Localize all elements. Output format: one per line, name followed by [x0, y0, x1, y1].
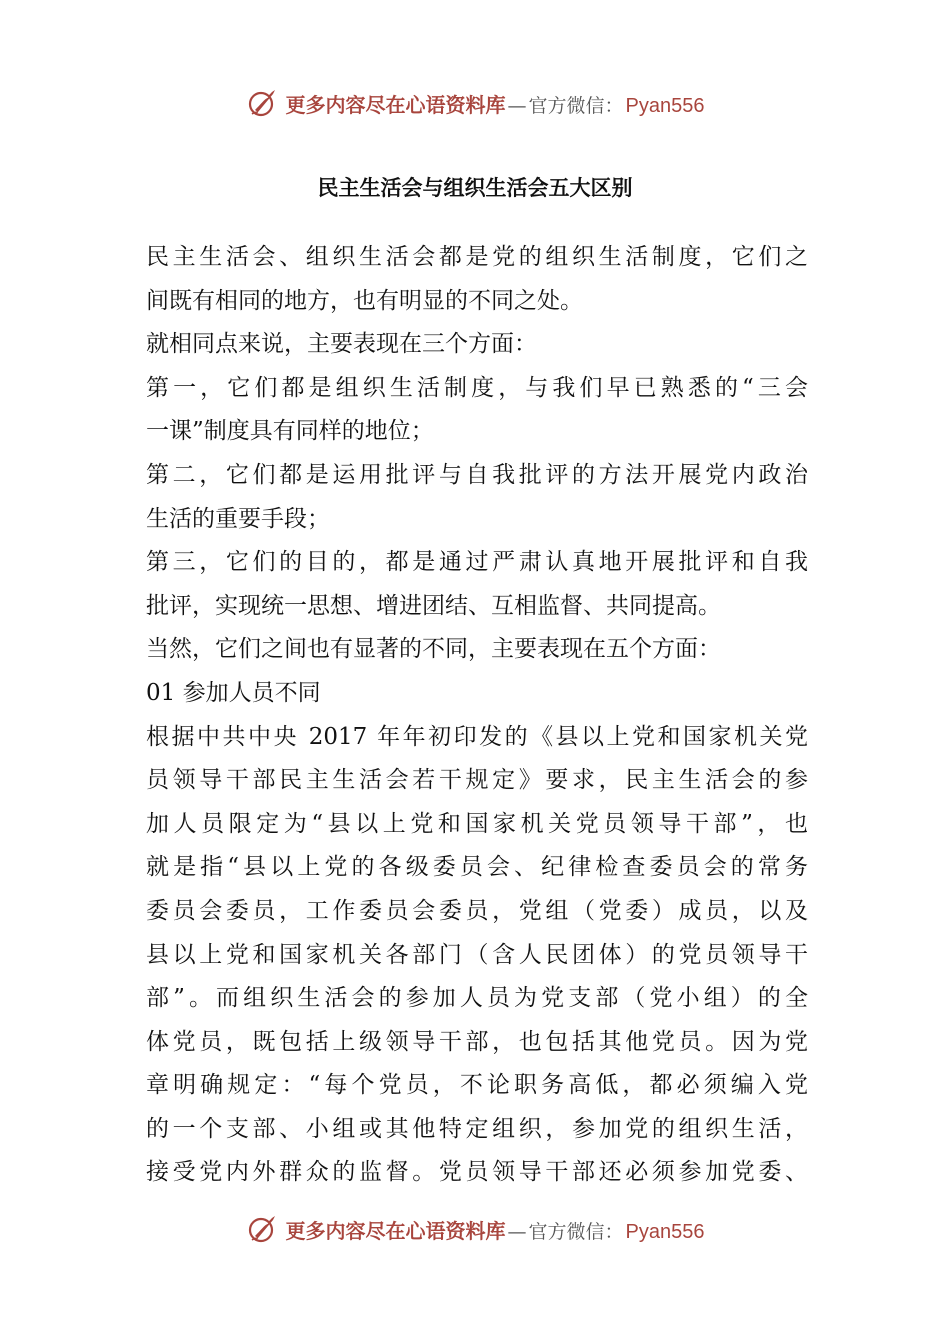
header-separator: —	[507, 94, 527, 117]
body-line: 第三，它们的目的，都是通过严肃认真地开展批评和自我	[146, 549, 808, 576]
header-official-label: 官方微信：	[528, 94, 624, 117]
body-line: 就相同点来说，主要表现在三个方面：	[146, 331, 537, 358]
body-line: 生活的重要手段；	[146, 505, 330, 532]
footer-brand-text: 更多内容尽在心语资料库	[285, 1218, 506, 1243]
body-line: 根据中共中央 2017 年年初印发的《县以上党和国家机关党	[146, 723, 808, 750]
body-line: 间既有相同的地方，也有明显的不同之处。	[146, 287, 583, 314]
section-heading: 01 参加人员不同	[146, 679, 321, 706]
footer-wechat-id: Pyan556	[625, 1220, 705, 1243]
quill-pen-logo-icon	[246, 86, 280, 120]
body-line: 加人员限定为“县以上党和国家机关党员领导干部”，也	[146, 810, 808, 837]
footer-banner	[0, 1206, 950, 1252]
footer-separator: —	[507, 1220, 527, 1243]
body-line: 当然，它们之间也有显著的不同，主要表现在五个方面：	[146, 636, 721, 663]
body-line: 就是指“县以上党的各级委员会、纪律检查委员会的常务	[146, 854, 808, 881]
body-line: 部”。而组织生活会的参加人员为党支部（党小组）的全	[146, 985, 808, 1012]
header-brand-text: 更多内容尽在心语资料库	[285, 92, 506, 117]
body-line: 民主生活会、组织生活会都是党的组织生活制度，它们之	[146, 244, 808, 270]
body-line: 第二，它们都是运用批评与自我批评的方法开展党内政治	[146, 461, 808, 488]
body-line: 第一，它们都是组织生活制度，与我们早已熟悉的“三会	[146, 374, 808, 401]
body-line: 章明确规定：“每个党员，不论职务高低，都必须编入党	[146, 1072, 808, 1099]
body-line: 批评，实现统一思想、增进团结、互相监督、共同提高。	[146, 592, 721, 619]
document-body	[146, 236, 808, 1195]
body-line: 委员会委员，工作委员会委员，党组（党委）成员，以及	[146, 897, 808, 924]
quill-pen-logo-icon	[246, 1212, 280, 1246]
body-line: 的一个支部、小组或其他特定组织，参加党的组织生活，	[146, 1115, 808, 1142]
body-line: 接受党内外群众的监督。党员领导干部还必须参加党委、	[146, 1159, 808, 1186]
footer-official-label: 官方微信：	[528, 1220, 624, 1243]
body-line: 一课”制度具有同样的地位；	[146, 418, 434, 445]
page-title: 民主生活会与组织生活会五大区别	[317, 176, 633, 200]
header-wechat-id: Pyan556	[625, 94, 705, 117]
body-line: 体党员，既包括上级领导干部，也包括其他党员。因为党	[146, 1028, 808, 1055]
body-line: 员领导干部民主生活会若干规定》要求，民主生活会的参	[146, 767, 808, 794]
header-banner	[0, 80, 950, 126]
body-line: 县以上党和国家机关各部门（含人民团体）的党员领导干	[146, 941, 808, 968]
